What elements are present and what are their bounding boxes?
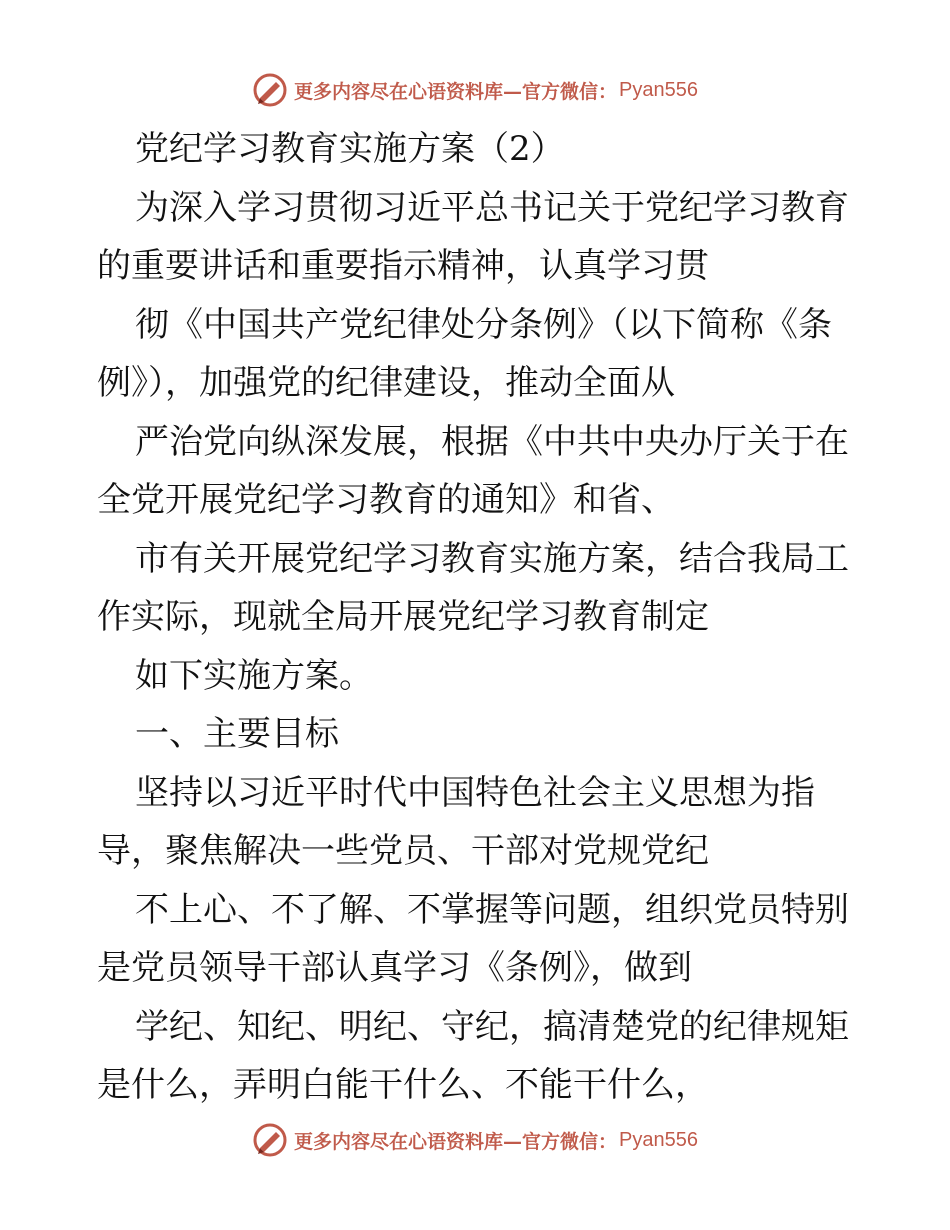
footer-banner: [0, 1120, 950, 1160]
text-line: 学纪、知纪、明纪、守纪，搞清楚党的纪律规矩: [135, 1006, 849, 1047]
header-banner: [0, 70, 950, 110]
text-line: 严治党向纵深发展，根据《中共中央办厅关于在: [135, 421, 849, 462]
banner-text: 更多内容尽在心语资料库—官方微信：: [294, 80, 618, 103]
text-line: 作实际，现就全局开展党纪学习教育制定: [97, 597, 709, 637]
text-line: 如下实施方案。: [135, 655, 373, 696]
text-line: 党纪学习教育实施方案（2）: [135, 129, 565, 169]
wechat-id: Pyan556: [619, 78, 698, 101]
pen-logo-icon: [252, 1122, 288, 1158]
text-line: 是党员领导干部认真学习《条例》，做到: [97, 948, 692, 988]
text-line: 不上心、不了解、不掌握等问题，组织党员特别: [135, 889, 849, 930]
document-body: [97, 120, 857, 1115]
text-line: 导，聚焦解决一些党员、干部对党规党纪: [97, 831, 709, 871]
text-line: 坚持以习近平时代中国特色社会主义思想为指: [135, 772, 815, 813]
banner-text: 更多内容尽在心语资料库—官方微信：: [294, 1130, 618, 1153]
text-line: 彻《中国共产党纪律处分条例》（以下简称《条: [135, 304, 832, 345]
text-line: 例》），加强党的纪律建设，推动全面从: [97, 363, 675, 403]
wechat-id: Pyan556: [619, 1128, 698, 1151]
text-line: 全党开展党纪学习教育的通知》和省、: [97, 480, 675, 520]
text-line: 市有关开展党纪学习教育实施方案，结合我局工: [135, 538, 849, 579]
pen-logo-icon: [252, 72, 288, 108]
text-line: 为深入学习贯彻习近平总书记关于党纪学习教育: [135, 187, 849, 228]
text-line: 的重要讲话和重要指示精神，认真学习贯: [97, 246, 709, 286]
text-line: 一、主要目标: [135, 714, 339, 754]
text-line: 是什么，弄明白能干什么、不能干什么，: [97, 1065, 709, 1105]
